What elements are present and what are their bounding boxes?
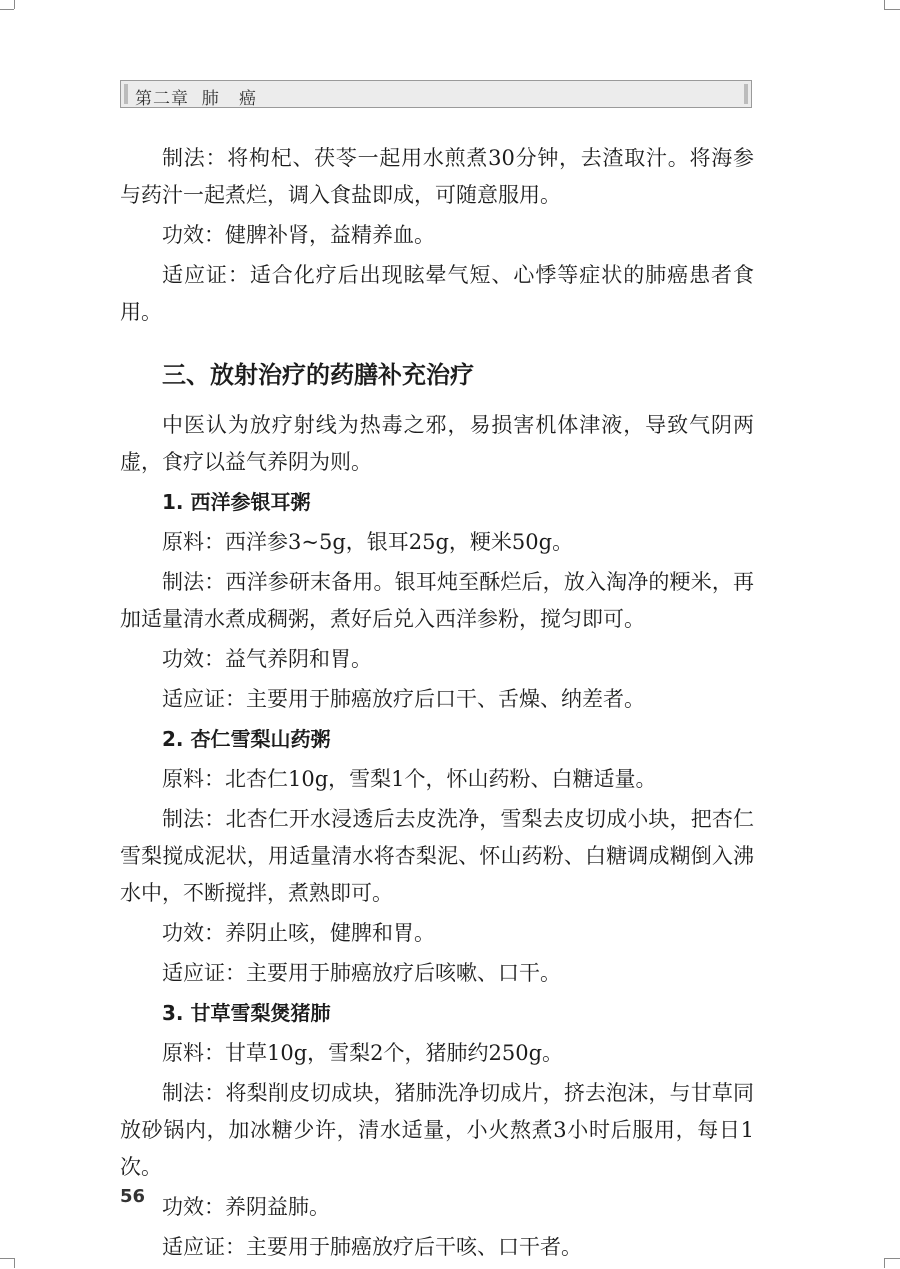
paragraph: 制法：北杏仁开水浸透后去皮洗净，雪梨去皮切成小块，把杏仁雪梨搅成泥状，用适量清水将杏梨泥、怀山药粉、白糖调成糊倒入沸水中，不断搅拌，煮熟即可。: [120, 807, 754, 905]
paragraph: 原料：甘草10g，雪梨2个，猪肺约250g。: [162, 1041, 564, 1065]
crop-mark: [14, 1258, 15, 1268]
recipe-title: 2. 杏仁雪梨山药粥: [162, 727, 331, 751]
paragraph: 制法：将枸杞、茯苓一起用水煎煮30分钟，去渣取汁。将海参与药汁一起煮烂，调入食盐即成，可随意服用。: [120, 146, 754, 207]
paragraph: 适应证：主要用于肺癌放疗后口干、舌燥、纳差者。: [162, 687, 645, 711]
crop-mark: [884, 9, 900, 10]
recipe-title: 1. 西洋参银耳粥: [162, 490, 311, 514]
crop-mark: [884, 1258, 885, 1268]
section-heading: 三、放射治疗的药膳补充治疗: [162, 361, 474, 389]
paragraph: 功效：养阴止咳，健脾和胃。: [162, 921, 435, 945]
page-number: 56: [120, 1186, 146, 1207]
paragraph: 中医认为放疗射线为热毒之邪，易损害机体津液，导致气阴两虚，食疗以益气养阴为则。: [120, 413, 754, 474]
crop-mark: [14, 0, 15, 9]
paragraph: 原料：西洋参3~5g，银耳25g，粳米50g。: [162, 530, 574, 554]
header-edge: [124, 84, 128, 104]
running-head-text: 第二章 肺 癌: [135, 89, 258, 109]
paragraph: 制法：将梨削皮切成块，猪肺洗净切成片，挤去泡沫，与甘草同放砂锅内，加冰糖少许，清水适量，小火熬煮3小时后服用，每日1次。: [120, 1081, 754, 1179]
paragraph: 适应证：主要用于肺癌放疗后咳嗽、口干。: [162, 961, 561, 985]
paragraph: 功效：健脾补肾，益精养血。: [162, 223, 435, 247]
header-edge: [744, 84, 748, 104]
page-body: [120, 140, 754, 1269]
crop-mark: [0, 1258, 14, 1259]
crop-mark: [884, 0, 885, 9]
paragraph: 原料：北杏仁10g，雪梨1个，怀山药粉、白糖适量。: [162, 767, 657, 791]
crop-mark: [0, 9, 14, 10]
recipe-title: 3. 甘草雪梨煲猪肺: [162, 1001, 331, 1025]
paragraph: 制法：西洋参研末备用。银耳炖至酥烂后，放入淘净的粳米，再加适量清水煮成稠粥，煮好后兑入西洋参粉，搅匀即可。: [120, 570, 754, 631]
paragraph: 适应证：主要用于肺癌放疗后干咳、口干者。: [162, 1235, 582, 1259]
paragraph: 适应证：适合化疗后出现眩晕气短、心悸等症状的肺癌患者食用。: [120, 263, 754, 324]
running-header: [120, 80, 752, 108]
paragraph: 功效：养阴益肺。: [162, 1195, 330, 1219]
crop-mark: [884, 1258, 900, 1259]
paragraph: 功效：益气养阴和胃。: [162, 647, 372, 671]
